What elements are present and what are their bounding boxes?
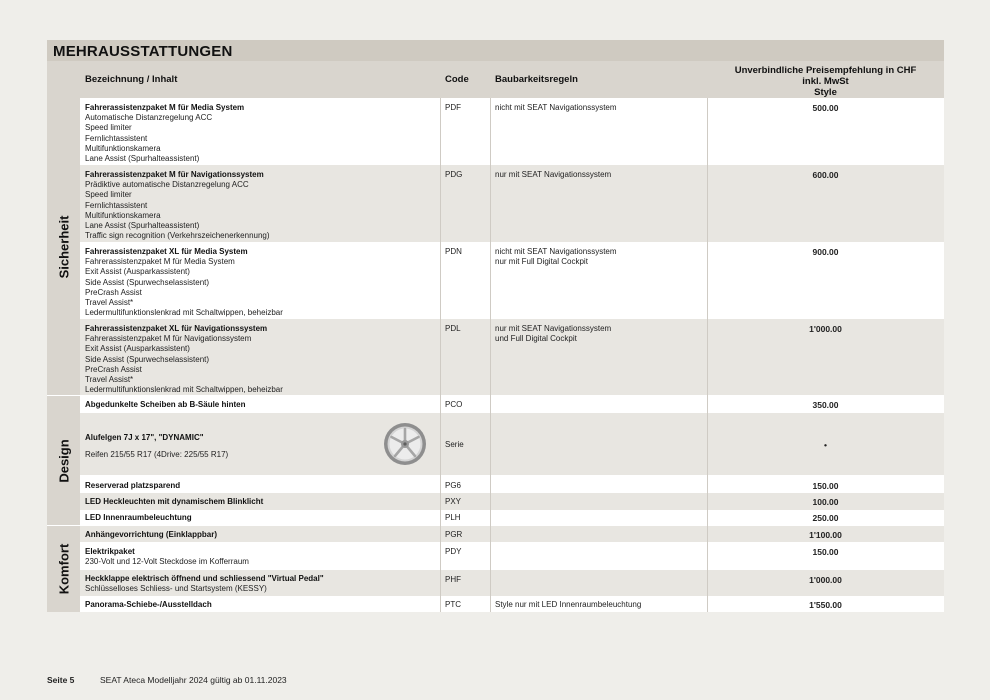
table-row — [80, 510, 944, 525]
row-price: 900.00 — [812, 247, 839, 257]
column-divider — [490, 98, 491, 612]
row-price: • — [824, 440, 827, 450]
row-code: PDN — [445, 247, 462, 256]
header-code: Code — [445, 74, 469, 85]
row-price: 350.00 — [812, 400, 839, 410]
row-detail: Exit Assist (Ausparkassistent) — [85, 344, 190, 354]
row-detail: Ledermultifunktionslenkrad mit Schaltwippen, beheizbar — [85, 308, 283, 318]
row-price: 1'000.00 — [809, 575, 842, 585]
row-code: PXY — [445, 497, 462, 506]
row-detail: Multifunktionskamera — [85, 143, 161, 153]
table-row — [80, 242, 944, 319]
row-title: LED Heckleuchten mit dynamischem Blinklicht — [85, 497, 264, 506]
alloy-wheel-image — [383, 422, 427, 466]
header-price — [707, 65, 944, 98]
row-detail: Traffic sign recognition (Verkehrszeichenerkennung) — [85, 231, 270, 241]
table-row — [80, 396, 944, 413]
row-price: 1'000.00 — [809, 324, 842, 334]
row-name — [85, 530, 435, 540]
table-row — [80, 493, 944, 510]
table-row — [80, 319, 944, 395]
row-detail: Fernlichtassistent — [85, 133, 148, 143]
category-label-design: Design — [56, 438, 71, 483]
table-row — [80, 98, 944, 165]
section-title-bar — [47, 40, 944, 61]
header-price-line3: Style — [814, 87, 837, 98]
row-detail: Reifen 215/55 R17 (4Drive: 225/55 R17) — [85, 450, 229, 460]
row-rule: und Full Digital Cockpit — [495, 334, 577, 344]
row-title: Fahrerassistenzpaket XL für Media System — [85, 247, 248, 256]
row-rules — [495, 600, 705, 610]
row-title: LED Innenraumbeleuchtung — [85, 513, 192, 522]
header-price-line1: Unverbindliche Preisempfehlung in CHF — [734, 65, 917, 76]
row-title: Elektrikpaket — [85, 547, 135, 556]
row-name — [85, 324, 435, 395]
row-name — [85, 170, 435, 241]
row-price: 250.00 — [812, 513, 839, 523]
column-divider — [707, 98, 708, 612]
row-price: 150.00 — [812, 547, 839, 557]
row-title: Fahrerassistenzpaket M für Media System — [85, 103, 245, 112]
row-title: Panorama-Schiebe-/Ausstelldach — [85, 600, 212, 609]
row-name — [85, 513, 435, 523]
row-rules — [495, 247, 705, 267]
row-title: Fahrerassistenzpaket M für Navigationssystem — [85, 170, 264, 179]
row-price: 600.00 — [812, 170, 839, 180]
table-row — [80, 413, 944, 475]
row-rule: nur mit SEAT Navigationssystem — [495, 324, 612, 333]
row-detail: Exit Assist (Ausparkassistent) — [85, 267, 190, 277]
row-price: 1'100.00 — [809, 530, 842, 540]
row-title: Abgedunkelte Scheiben ab B-Säule hinten — [85, 400, 246, 409]
header-name: Bezeichnung / Inhalt — [85, 74, 178, 85]
table-row — [80, 542, 944, 570]
row-title: Alufelgen 7J x 17", "DYNAMIC" — [85, 433, 204, 442]
row-title: Anhängevorrichtung (Einklappbar) — [85, 530, 218, 539]
row-rules — [495, 170, 705, 180]
row-detail: Fahrerassistenzpaket M für Media System — [85, 257, 235, 267]
table-row — [80, 526, 944, 542]
row-price: 1'550.00 — [809, 600, 842, 610]
row-detail: Prädiktive automatische Distanzregelung ACC — [85, 180, 249, 190]
row-detail: Side Assist (Spurwechselassistent) — [85, 354, 210, 364]
row-detail: Travel Assist* — [85, 375, 134, 385]
row-detail: Travel Assist* — [85, 298, 134, 308]
row-name — [85, 103, 435, 164]
footer-page-number: Seite 5 — [47, 675, 75, 685]
row-detail: PreCrash Assist — [85, 364, 142, 374]
header-rules: Baubarkeitsregeln — [495, 74, 578, 85]
row-rules — [495, 324, 705, 344]
category-label-komfort: Komfort — [56, 543, 71, 595]
table-header — [47, 61, 944, 98]
row-code: PTC — [445, 600, 461, 609]
row-code: PG6 — [445, 481, 462, 490]
row-detail: Side Assist (Spurwechselassistent) — [85, 277, 210, 287]
category-design — [47, 396, 80, 525]
row-detail: Automatische Distanzregelung ACC — [85, 113, 213, 123]
row-detail: Lane Assist (Spurhalteassistent) — [85, 154, 200, 164]
category-label-sicherheit: Sicherheit — [56, 215, 71, 278]
category-komfort — [47, 526, 80, 612]
header-price-line2: inkl. MwSt — [802, 76, 849, 87]
row-name — [85, 400, 435, 410]
row-code: PDG — [445, 170, 463, 179]
row-detail: PreCrash Assist — [85, 287, 142, 297]
row-code: PCO — [445, 400, 463, 409]
row-code: PHF — [445, 575, 461, 584]
row-name — [85, 600, 435, 610]
row-detail: Lane Assist (Spurhalteassistent) — [85, 221, 200, 231]
row-rule: nur mit Full Digital Cockpit — [495, 257, 588, 267]
row-price: 150.00 — [812, 481, 839, 491]
row-rules — [495, 103, 705, 113]
table-row — [80, 596, 944, 612]
category-sicherheit — [47, 98, 80, 395]
row-detail: Fahrerassistenzpaket M für Navigationssystem — [85, 334, 252, 344]
row-code: Serie — [445, 440, 464, 449]
row-code: PDL — [445, 324, 461, 333]
row-detail: Ledermultifunktionslenkrad mit Schaltwippen, beheizbar — [85, 385, 283, 395]
row-code: PGR — [445, 530, 463, 539]
row-detail: Speed limiter — [85, 190, 132, 200]
row-price: 500.00 — [812, 103, 839, 113]
row-price: 100.00 — [812, 497, 839, 507]
row-detail: Multifunktionskamera — [85, 210, 161, 220]
row-code: PDY — [445, 547, 462, 556]
options-table — [47, 40, 944, 612]
column-divider — [440, 98, 441, 612]
row-title: Fahrerassistenzpaket XL für Navigationssystem — [85, 324, 268, 333]
row-rule: nur mit SEAT Navigationssystem — [495, 170, 612, 179]
row-detail: Schlüsselloses Schliess- und Startsystem (KESSY) — [85, 584, 267, 594]
footer-text: SEAT Ateca Modelljahr 2024 gültig ab 01.11.2023 — [100, 675, 287, 685]
row-name — [85, 247, 435, 318]
row-name — [85, 547, 435, 567]
row-code: PDF — [445, 103, 461, 112]
section-title: MEHRAUSSTATTUNGEN — [53, 43, 233, 60]
row-code: PLH — [445, 513, 461, 522]
row-name — [85, 481, 435, 491]
row-detail: Fernlichtassistent — [85, 200, 148, 210]
row-detail: 230-Volt und 12-Volt Steckdose im Kofferraum — [85, 557, 249, 567]
row-title: Reserverad platzsparend — [85, 481, 181, 490]
row-detail: Speed limiter — [85, 123, 132, 133]
table-row — [80, 165, 944, 242]
row-rule: nicht mit SEAT Navigationssystem — [495, 247, 617, 256]
row-name — [85, 574, 435, 594]
row-rule: nicht mit SEAT Navigationssystem — [495, 103, 617, 112]
row-name — [85, 497, 435, 507]
row-rule: Style nur mit LED Innenraumbeleuchtung — [495, 600, 642, 609]
table-row — [80, 570, 944, 596]
row-title: Heckklappe elektrisch öffnend und schliessend "Virtual Pedal" — [85, 574, 324, 583]
table-row — [80, 478, 944, 493]
